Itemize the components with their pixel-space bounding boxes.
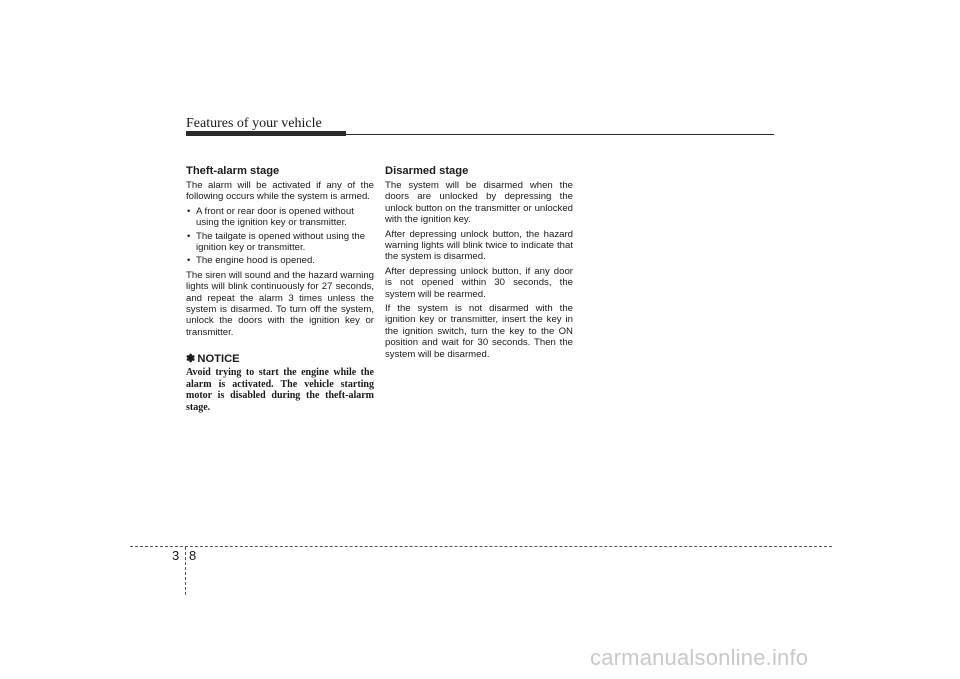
disarmed-heading: Disarmed stage [385,165,469,177]
header-bar-thick [186,131,346,136]
list-item: • A front or rear door is opened without using the ignition key or transmitter. [186,206,374,229]
theft-alarm-intro: The alarm will be activated if any of the following occurs while the system is armed. [186,180,374,203]
header-title: Features of your vehicle [186,116,322,131]
list-item: • The engine hood is opened. [186,255,374,266]
theft-alarm-heading: Theft-alarm stage [186,165,280,177]
left-column [186,164,374,413]
header-rule [346,134,774,135]
page-chapter-number: 3 [172,548,180,563]
right-column [385,164,573,363]
page-number: 8 [189,548,197,563]
footer-dashed-divider [185,547,186,595]
disarmed-paragraph: If the system is not disarmed with the ignition key or transmitter, insert the key in the ignition switch, turn the key to the ON position and wait for 30 seconds. Then the system will be disarmed. [385,303,573,360]
notice-body: Avoid trying to start the engine while the alarm is activated. The vehicle starting motor is disabled during the theft-alarm stage. [186,367,374,413]
theft-alarm-body: The siren will sound and the hazard warning lights will blink continuously for 27 seconds, and repeat the alarm 3 times unless the system is disarmed. To turn off the system, unlock the doors with the ignition key or transmitter. [186,269,374,338]
disarmed-paragraph: After depressing unlock button, if any door is not opened within 30 seconds, the system will be rearmed. [385,265,573,300]
notice-title [186,352,374,366]
notice-star-icon: ✽ [186,353,196,366]
disarmed-paragraph: The system will be disarmed when the doors are unlocked by depressing the unlock button on the transmitter or unlocked with the ignition key. [385,180,573,226]
notice-label: NOTICE [197,353,240,366]
list-item: • The tailgate is opened without using the ignition key or transmitter. [186,231,374,254]
footer-dashed-rule [130,546,832,547]
theft-alarm-bullets [186,206,374,267]
disarmed-paragraph: After depressing unlock button, the hazard warning lights will blink twice to indicate that the system is disarmed. [385,228,573,263]
watermark: carmanualsonline.info [590,645,809,670]
